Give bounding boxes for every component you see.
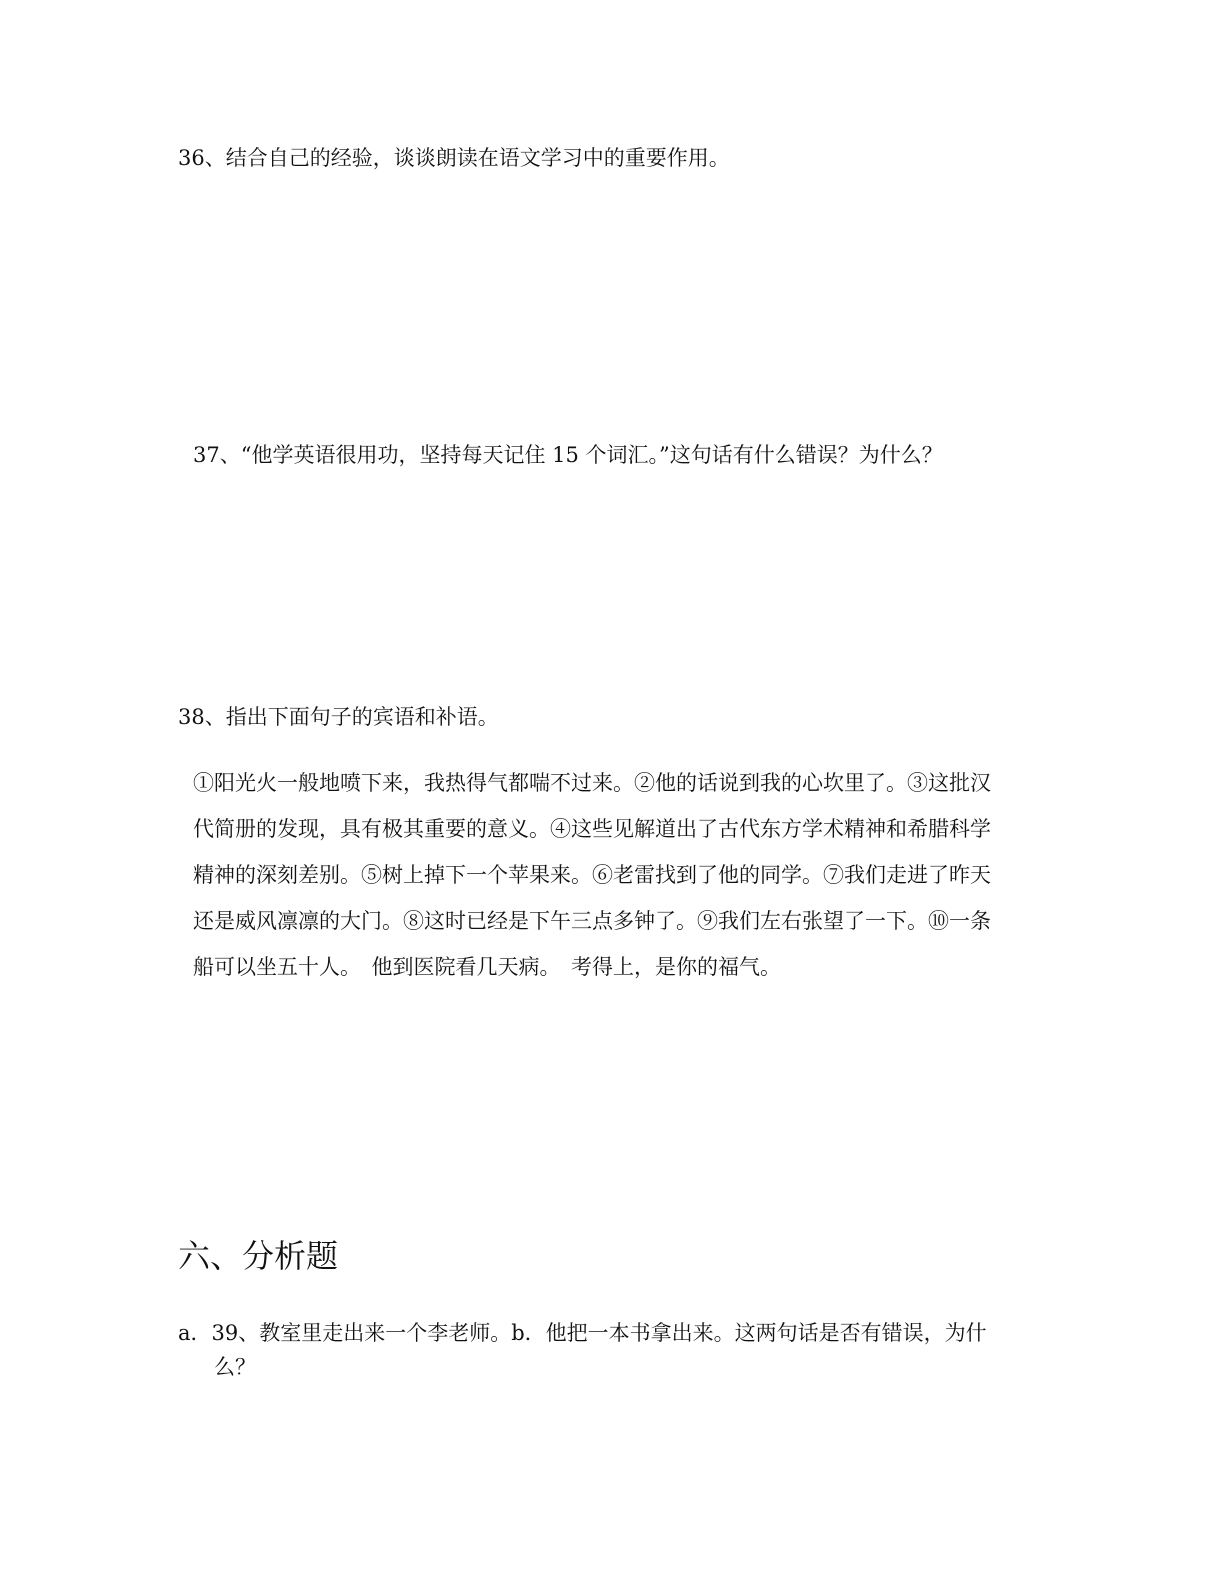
question-39-line-1: a．39、教室里走出来一个李老师。b．他把一本书拿出来。这两句话是否有错误，为什 bbox=[178, 1321, 987, 1345]
question-36: 36、结合自己的经验，谈谈朗读在语文学习中的重要作用。 bbox=[178, 146, 730, 170]
question-39-line-2: 么？ bbox=[214, 1355, 256, 1379]
sentence-line: 还是威风凛凛的大门。⑧这时已经是下午三点多钟了。⑨我们左右张望了一下。⑩一条 bbox=[193, 909, 991, 933]
sentence-line: ①阳光火一般地喷下来，我热得气都喘不过来。②他的话说到我的心坎里了。③这批汉 bbox=[193, 771, 991, 795]
sentence-line: 精神的深刻差别。⑤树上掉下一个苹果来。⑥老雷找到了他的同学。⑦我们走进了昨天 bbox=[193, 863, 991, 887]
question-38-prompt: 38、指出下面句子的宾语和补语。 bbox=[178, 705, 499, 729]
question-37: 37、“他学英语很用功，坚持每天记住 15 个词汇。”这句话有什么错误？为什么？ bbox=[193, 443, 943, 467]
sentence-line: 代简册的发现，具有极其重要的意义。④这些见解道出了古代东方学术精神和希腊科学 bbox=[193, 817, 991, 841]
section-title-analysis: 六、分析题 bbox=[178, 1237, 339, 1275]
question-39 bbox=[178, 1316, 1038, 1384]
question-38-sentences bbox=[193, 760, 1033, 990]
sentence-line: 船可以坐五十人。 他到医院看几天病。 考得上，是你的福气。 bbox=[193, 955, 781, 979]
